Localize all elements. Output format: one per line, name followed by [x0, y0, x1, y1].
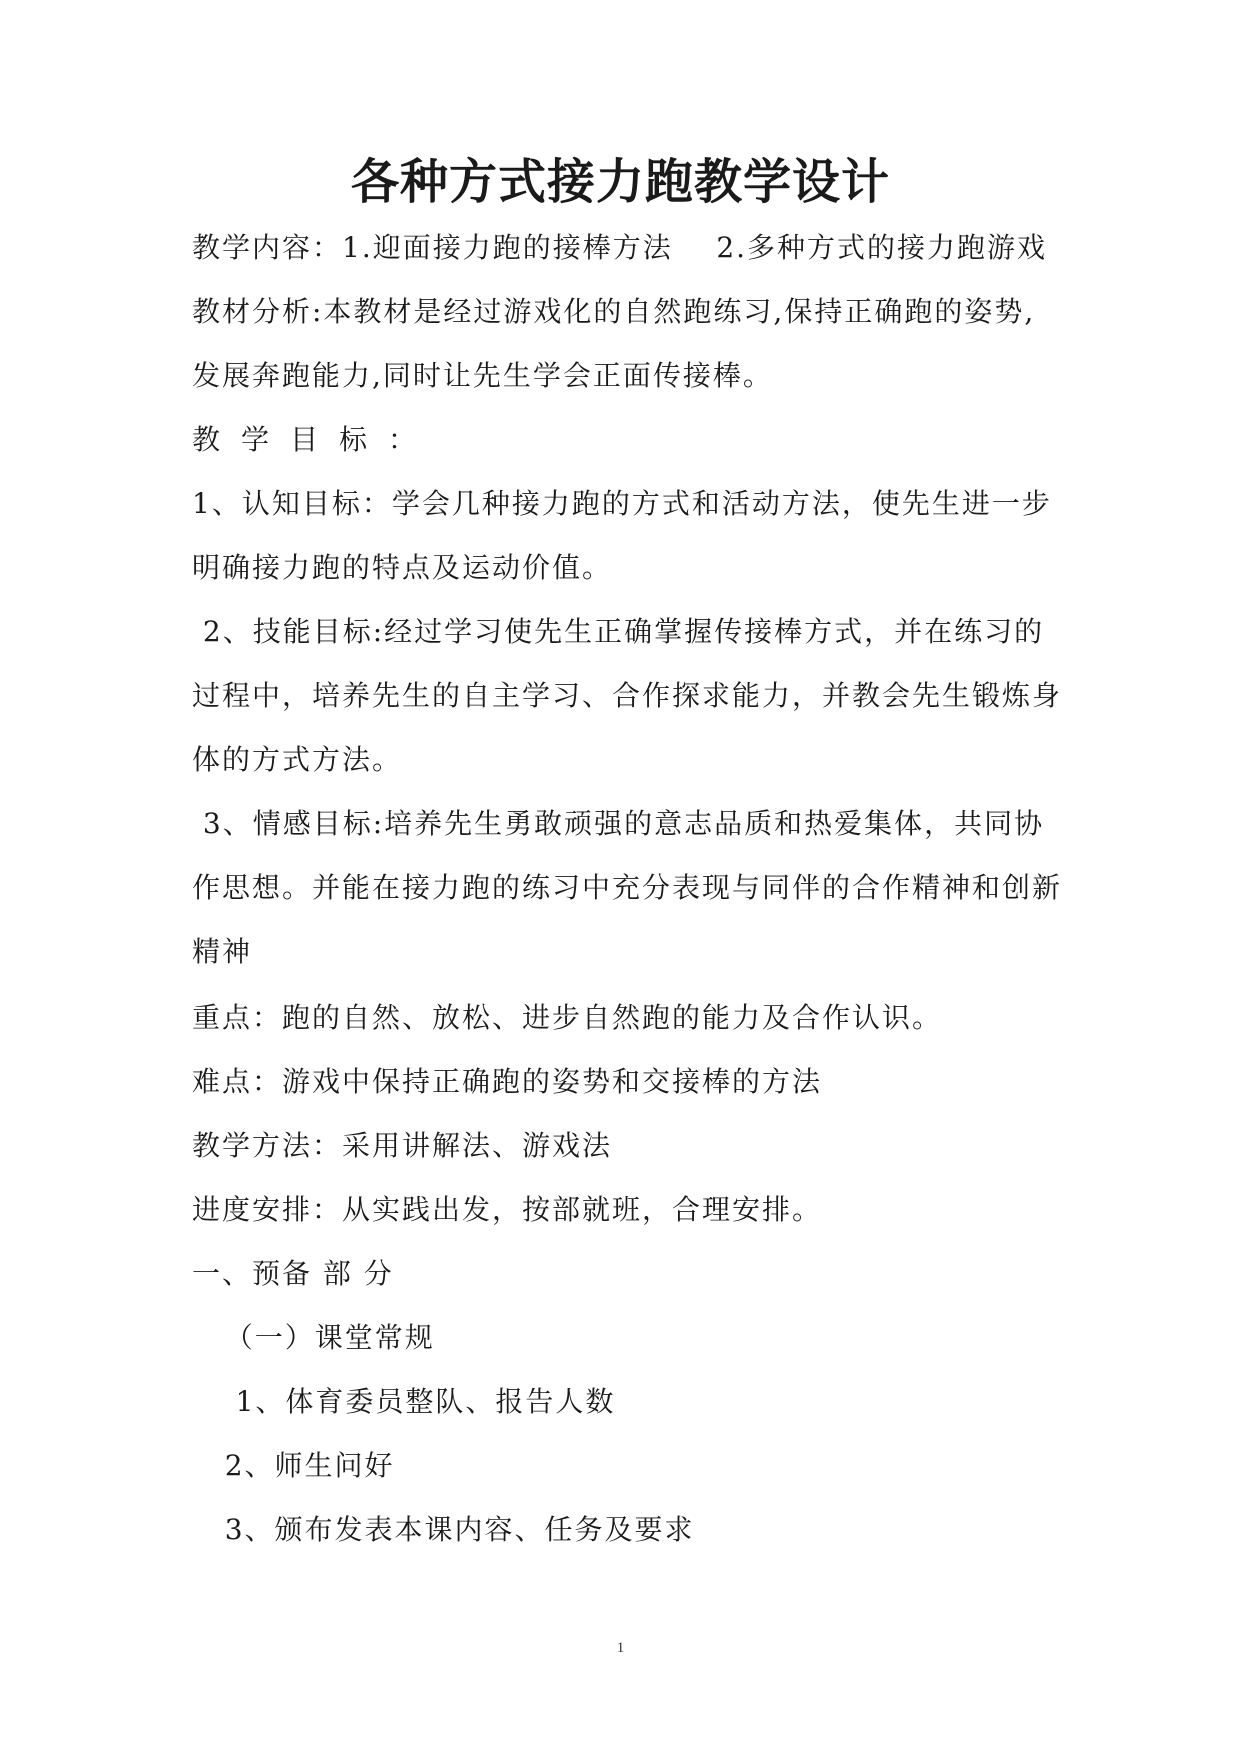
paragraph-line: 体的方式方法。 — [192, 743, 403, 776]
paragraph-line: 作思想。并能在接力跑的练习中充分表现与同伴的合作精神和创新 — [192, 871, 1063, 904]
paragraph-line: 教学方法：采用讲解法、游戏法 — [192, 1129, 613, 1162]
paragraph-line: 难点：游戏中保持正确跑的姿势和交接棒的方法 — [192, 1065, 823, 1098]
paragraph-line: 3、情感目标:培养先生勇敢顽强的意志品质和热爱集体，共同协 — [192, 807, 1045, 840]
paragraph-line: 教学内容：1.迎面接力跑的接棒方法 2.多种方式的接力跑游戏 — [192, 231, 1048, 264]
list-item: 3、颁布发表本课内容、任务及要求 — [192, 1513, 695, 1546]
section-heading: 一、预备 部 分 — [192, 1257, 394, 1290]
subsection-heading: （一）课堂常规 — [192, 1321, 435, 1354]
paragraph-line: 发展奔跑能力,同时让先生学会正面传接棒。 — [192, 359, 773, 392]
list-item: 2、师生问好 — [192, 1449, 395, 1482]
paragraph-line: 2、技能目标:经过学习使先生正确掌握传接棒方式，并在练习的 — [192, 615, 1045, 648]
list-item: 1、体育委员整队、报告人数 — [192, 1385, 616, 1418]
page-number: 1 — [616, 1640, 625, 1656]
paragraph-line: 教材分析:本教材是经过游戏化的自然跑练习,保持正确跑的姿势, — [192, 295, 1036, 328]
paragraph-line: 重点：跑的自然、放松、进步自然跑的能力及合作认识。 — [192, 1001, 943, 1034]
paragraph-line: 1、认知目标：学会几种接力跑的方式和活动方法，使先生进一步 — [192, 487, 1052, 520]
section-heading: 教学目标： — [192, 423, 438, 456]
paragraph-line: 进度安排：从实践出发，按部就班，合理安排。 — [192, 1193, 823, 1226]
paragraph-line: 过程中，培养先生的自主学习、合作探求能力，并教会先生锻炼身 — [192, 679, 1063, 712]
paragraph-line: 精神 — [192, 935, 253, 968]
paragraph-line: 明确接力跑的特点及运动价值。 — [192, 551, 613, 584]
document-title: 各种方式接力跑教学设计 — [350, 154, 890, 210]
